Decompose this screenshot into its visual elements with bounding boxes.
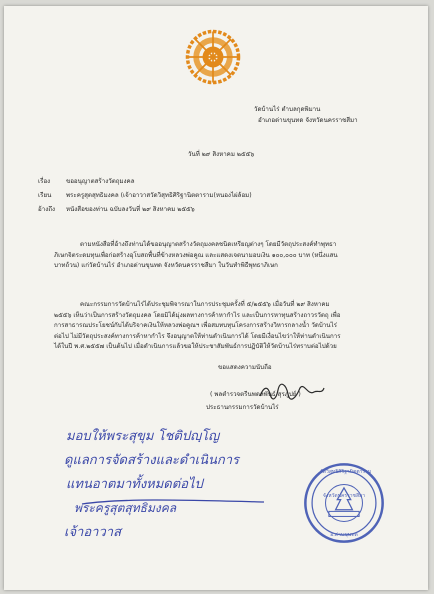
seal-top-text: วัดวิสุทธิศิริฐานิตตาราม [320, 469, 372, 475]
subject-line [38, 178, 135, 186]
handwritten-line-4: พระครูสุตสุทธิมงคล [74, 501, 177, 515]
recipient-value: พระครูสุตสุทธิมงคล (เจ้าอาวาสวัดวิสุทธิศิริฐานิตตาราม(หนองไผ่ล้อม) [65, 192, 252, 199]
handwritten-line-1: มอบให้พระสุขุม โชติปญฺโญ [66, 429, 220, 444]
paragraph-line: บาทถ้วน) แก่วัดบ้านไร่ อำเภอด่านขุนทด จังหวัดนครราชสีมา ในวันทำพิธีพุทธาภิเษก [54, 262, 278, 269]
signatory-position: ประธานกรรมการวัดบ้านไร่ [206, 404, 279, 411]
paragraph-line: ตามหนังสือที่อ้างถึงท่านได้ขออนุญาตสร้างวัตถุมงคลชนิดเหรียญต่างๆ โดยมีวัตถุประสงค์ทำพุทธา [80, 241, 337, 248]
sender-address-line1: วัดบ้านไร่ ตำบลกุดพิมาน [254, 106, 321, 113]
paragraph-line: ๒๕๕๖ เห็นว่าเป็นการสร้างวัตถุมงคล โดยมิได้มุ่งผลทางการค้าหากำไร และเป็นการหาทุนสร้างถาวรวัตถุ เพื่อ [54, 311, 341, 319]
body-paragraph-2 [54, 300, 394, 353]
seal-bottom-text: อ.ด่านขุนทด [330, 532, 358, 538]
body-paragraph-1 [54, 240, 394, 272]
handwritten-note [64, 424, 304, 549]
reference-label: อ้างถึง [38, 206, 55, 213]
signatory-name: ( พลตำรวจตรีนพดลพันธ์ สุรภูปย์ ) [210, 391, 301, 398]
handwritten-line-2: ดูแลการจัดสร้างและดำเนินการ [64, 453, 240, 468]
handwritten-line-5: เจ้าอาวาส [64, 525, 122, 540]
paragraph-line: การสาธารณประโยชน์กับได้บริจาคเงินให้หลวงพ่อคูณฯ เพื่อสมทบทุนโครงการสร้างวิหารกลางน้ำ วัดบ้านไร่ [54, 322, 337, 329]
letter-page [4, 6, 428, 590]
dharma-wheel-emblem-icon [184, 28, 242, 86]
seal-center-text: จังหวัดนครราชสีมา [322, 493, 366, 499]
paragraph-line: คณะกรรมการวัดบ้านไร่ได้ประชุมพิจารณาในการประชุมครั้งที่ ๕/๒๕๕๖ เมื่อวันที่ ๒๙ สิงหาคม [80, 301, 330, 308]
paragraph-line: ได้ในปี พ.ศ.๒๕๕๗ เป็นต้นไป เมื่อดำเนินการแล้วขอให้ประชาสัมพันธ์การปฏิบัติให้วัดบ้านไร่ทราบต่อไปด้วย [54, 343, 337, 350]
recipient-line [38, 192, 252, 200]
sender-address-line2: อำเภอด่านขุนทด จังหวัดนครราชสีมา [258, 117, 358, 124]
closing-phrase: ขอแสดงความนับถือ [218, 364, 272, 371]
subject-value: ขออนุญาตสร้างวัตถุมงคล [65, 178, 135, 185]
reference-line [38, 206, 195, 214]
subject-label: เรื่อง [38, 178, 51, 185]
letter-date: วันที่ ๒๙ สิงหาคม ๒๕๕๖ [188, 151, 255, 158]
paragraph-line: ภิเษกจิตระดมทุนเพื่อก่อสร้างอุโบสถพื้นที่ข้างหลวงพ่อคูณ และแสดงเจตนามอบเงิน ๑๐๐,๐๐๐ บาท (หนึ่งแสน [54, 251, 338, 259]
recipient-label: เรียน [38, 192, 52, 199]
paragraph-line: ต่อไป ไม่มีวัตถุประสงค์ทางการค้าหากำไร จึงอนุญาตให้ท่านดำเนินการได้ โดยมีเงื่อนไขว่าให้ท่านดำเนินการ [54, 332, 341, 340]
reference-value: หนังสือของท่าน ฉบับลงวันที่ ๒๙ สิงหาคม ๒๕๕๖ [65, 206, 195, 213]
handwritten-line-3: แทนอาตมาทั้งหมดต่อไป [66, 477, 203, 492]
